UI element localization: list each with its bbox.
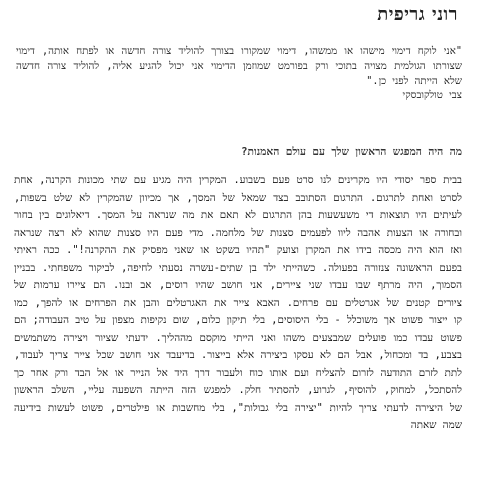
epigraph-attribution: צבי טולקובסקי <box>402 90 462 101</box>
interview-answer: בבית ספר יסודי היו מקרינים לנו סרט פעם בשבוע. המקרין היה מגיע עם שתי מכונות הקרנה, אחת לסרט ואחת לתרגום. התרגום הסתובב בצד שמאל של המסך, אך מכיוון שהמקרין לא שלט בשפות, לעיתים היו תוצאות די משעשעות בהן התרגום לא תאם את מה שנראה על המסך. דיאלוגים בין בחור ובחורה או הצעות אהבה ליוו לפעמים סצנות של מלחמה. מדי פעם היו סצנות שהוא לא רצה שנראה ואז הוא היה מכסה בידו את המקרן וצועק "תהיו בשקט או שאני מפסיק את ההקרנה!". ככה ראיתי בפעם הראשונה צנזורה בפעולה. כשהייתי ילד בן שתים-עשרה נסעתי לחיפה, לביקור משפחתי. בבניין הסמוך, היה מרתף שבו עבדו שני ציירים, אני חושב שהיו רוסים, אב ובנו. הם ציירו ערמות של ציורים קטנים של אגרטלים עם פרחים. האבא צייר את האגרטלים והבן את הפרחים או להפך, כמו קו ייצור פשוט אך משוכלל - בלי היסוסים, בלי תיקון כלום, שום נקיפות מצפון על טיב העבודה; הם פשוט עבדו כמו פועלים שמבצעים משהו ואני הייתי מוקסם מההליך. ידעתי שציור ויצירה משתמשים בצבע, בד ומכחול, אבל הם לא עסקו ביצירה אלא בייצור. בדיעבד אני חושב שכל צייר צריך לעבוד, לתת לזרם התודעה לזרום להצליח ועם אותו כוח ולעבור דרך היד אל הנייר או אל הבד ורק אחר כך להסתכל, למחוק, להוסיף, לגרוע, להסתיר חלק. למפגש הזה הייתה השפעה עליי, השלב הראשון של היצירה לדעתי צריך להיות "יצירה בלי גבולות", בלי מחשבות או פילטרים, פשוט לעשות בידיעה שמה שאתה <box>14 174 462 431</box>
epigraph-quote: "אני לוקח דימוי מישהו או ממשהו, דימוי שמקורו בצורך להוליד צורה חדשה או לפתח אותה, דימוי שצורתו הגולמית מצויה בתוכי ורק בפורמט שמוזמן הדימוי אני יכול להגיע אליה, להוליד צורה חדשה שלא הייתה לפני כן." <box>16 46 462 87</box>
author-name: רוני גריפית <box>377 4 458 25</box>
interview-question: מה היה המפגש הראשון שלך עם עולם האמנות? <box>241 146 462 158</box>
